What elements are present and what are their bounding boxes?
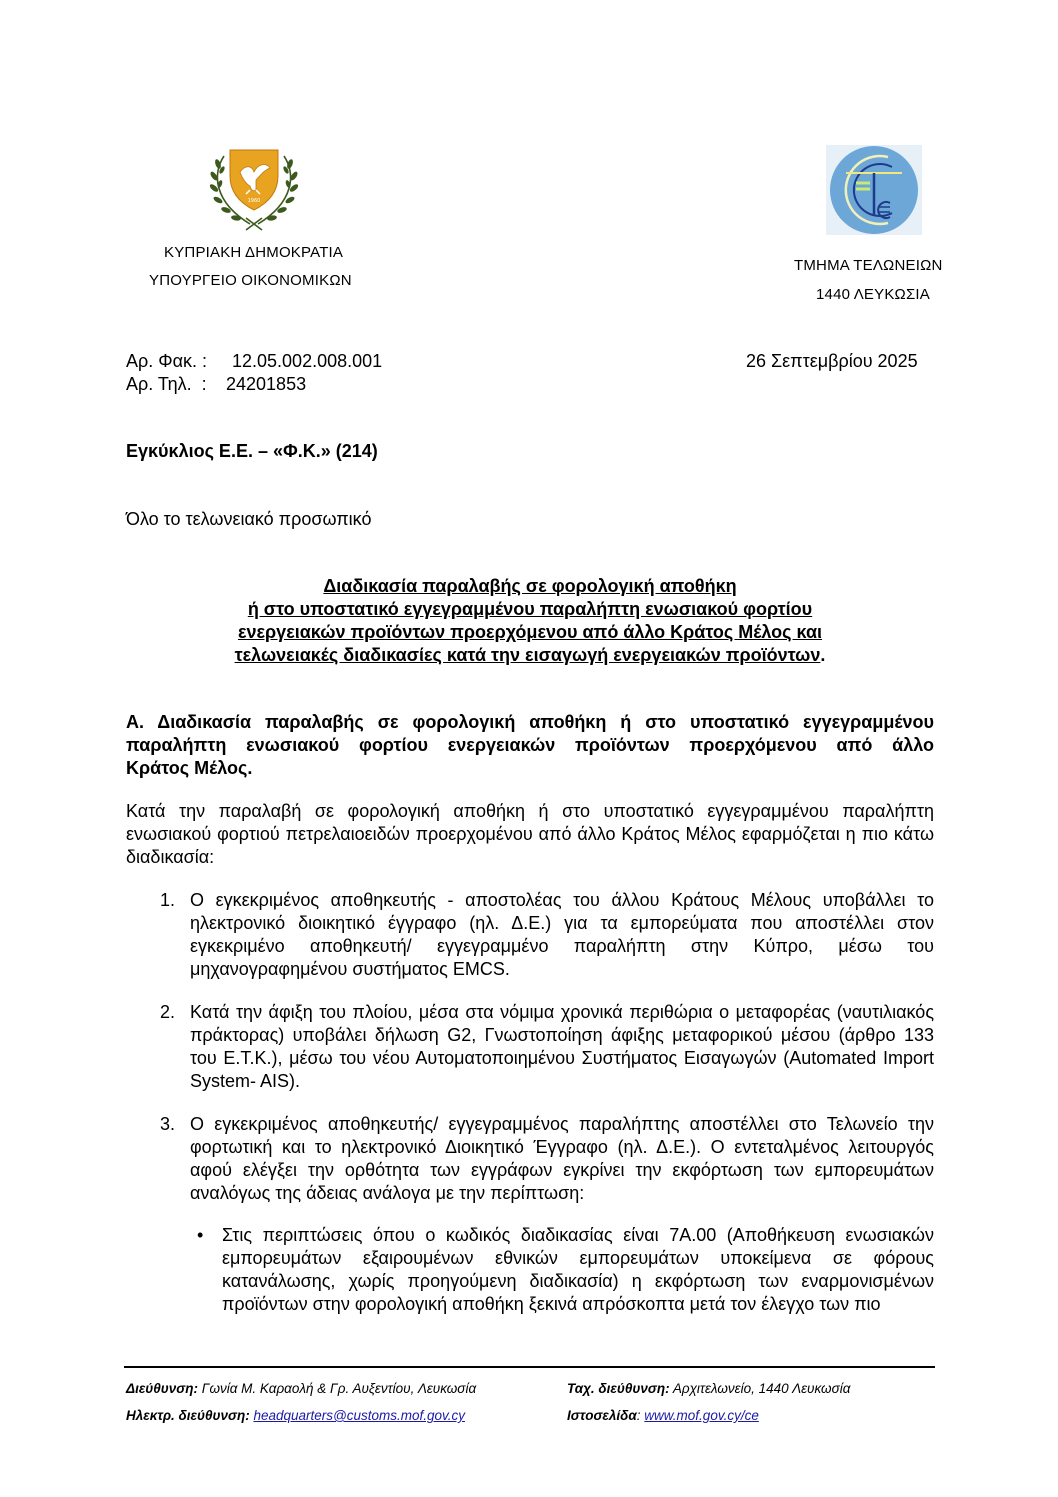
footer-email <box>126 1408 465 1423</box>
footer-email-link[interactable]: headquarters@customs.mof.gov.cy <box>253 1408 466 1423</box>
footer-email-label: Ηλεκτρ. διεύθυνση: <box>126 1408 250 1423</box>
department-name: ΤΜΗΜΑ ΤΕΛΩΝΕΙΩΝ <box>794 257 943 274</box>
recipient: Όλο το τελωνειακό προσωπικό <box>126 509 372 529</box>
footer-address-value: Γωνία Μ. Καραολή & Γρ. Αυξεντίου, Λευκωσία <box>201 1381 477 1396</box>
section-a-heading-line-3: Κράτος Μέλος. <box>126 758 253 778</box>
subject-title <box>126 575 934 667</box>
footer-website <box>567 1408 759 1423</box>
svg-text:1960: 1960 <box>247 198 261 204</box>
footer-postal-value: Αρχιτελωνείο, 1440 Λευκωσία <box>672 1381 851 1396</box>
footer-divider <box>124 1366 935 1368</box>
file-number-value: 12.05.002.008.001 <box>232 351 383 371</box>
subject-line-1: Διαδικασία παραλαβής σε φορολογική αποθήκη <box>323 576 737 596</box>
list-item-2-number: 2. <box>160 1002 176 1022</box>
bullet-text: Στις περιπτώσεις όπου ο κωδικός διαδικασίας είναι 7Α.00 (Αποθήκευση ενωσιακών εμπορευμάτων εξαιρουμένων εθνικών εμπορευμάτων υποκείμενα σε φόρους κατανάλωσης, χωρίς προηγούμενη διαδικασία) η εκφόρτωση των εναρμονισμένων προϊόντων στην φορολογική αποθήκη ξεκινά απρόσκοπτα μετά τον έλεγχο των πιο <box>222 1225 934 1314</box>
section-a-intro: Κατά την παραλαβή σε φορολογική αποθήκη ή στο υποστατικό εγγεγραμμένου παραλήπτη ενωσιακού φορτιού πετρελαιοειδών προερχομένου από άλλο Κράτος Μέλος εφαρμόζεται η πιο κάτω διαδικασία: <box>126 801 934 867</box>
bullet-marker: • <box>197 1225 204 1245</box>
footer-postal-label: Ταχ. διεύθυνση: <box>567 1381 670 1396</box>
section-a-heading-line-2: παραλήπτη ενωσιακού φορτίου ενεργειακών προϊόντων προερχόμενου από άλλο <box>126 735 934 755</box>
republic-name: ΚΥΠΡΙΑΚΗ ΔΗΜΟΚΡΑΤΙΑ <box>164 244 344 261</box>
circular-title: Εγκύκλιος Ε.Ε. – «Φ.Κ.» (214) <box>126 441 378 461</box>
footer-website-link[interactable]: www.mof.gov.cy/ce <box>644 1408 759 1423</box>
section-a-heading-line-1: Α. Διαδικασία παραλαβής σε φορολογική αποθήκη ή στο υποστατικό εγγεγραμμένου <box>126 712 934 732</box>
subject-line-4-end: . <box>820 645 826 665</box>
ministry-name: ΥΠΟΥΡΓΕΙΟ ΟΙΚΟΝΟΜΙΚΩΝ <box>149 272 352 289</box>
footer-website-colon: : <box>636 1408 641 1423</box>
cyprus-coat-of-arms-icon <box>206 146 302 232</box>
footer-address <box>126 1381 476 1396</box>
list-item-1-number: 1. <box>160 890 176 910</box>
list-item-3-number: 3. <box>160 1114 176 1134</box>
list-item-1-text: Ο εγκεκριμένος αποθηκευτής - αποστολέας του άλλου Κράτους Μέλους υποβάλλει το ηλεκτρονικό διοικητικό έγγραφο (ηλ. Δ.Ε.) για τα εμπορεύματα που αποστέλλει στον εγκεκριμένο αποθηκευτή/ εγγεγραμμένο παραλήπτη στην Κύπρο, μέσω του μηχανογραφημένου συστήματος EMCS. <box>190 890 934 979</box>
phone-number-label: Αρ. Τηλ. : <box>126 374 207 394</box>
department-city: 1440 ΛΕΥΚΩΣΙΑ <box>816 286 931 303</box>
footer-postal <box>567 1381 850 1396</box>
list-item-2-text: Κατά την άφιξη του πλοίου, μέσα στα νόμιμα χρονικά περιθώρια ο μεταφορέας (ναυτιλιακός πράκτορας) υποβάλει δήλωση G2, Γνωστοποίηση άφιξης μεταφορικού μέσου (άρθρο 133 του Ε.Τ.Κ.), μέσω του νέου Αυτοματοποιημένου Συστήματος Εισαγωγών (Automated Import System- AIS). <box>190 1002 934 1091</box>
subject-line-4: τελωνειακές διαδικασίες κατά την εισαγωγή ενεργειακών προϊόντων <box>234 645 821 665</box>
file-number-label: Αρ. Φακ. : <box>126 351 208 371</box>
list-item-3-text: Ο εγκεκριμένος αποθηκευτής/ εγγεγραμμένος παραλήπτης αποστέλλει στο Τελωνείο την φορτωτική και το ηλεκτρονικό Διοικητικό Έγγραφο (ηλ. Δ.Ε.). Ο εντεταλμένος λειτουργός αφού ελέγξει την ορθότητα των εγγράφων εγκρίνει την εκφόρτωση των εμπορευμάτων αναλόγως της άδειας ανάλογα με την περίπτωση: <box>190 1114 934 1203</box>
footer-address-label: Διεύθυνση: <box>126 1381 198 1396</box>
section-a-heading <box>126 711 934 780</box>
footer-website-label: Ιστοσελίδα <box>567 1408 637 1423</box>
customs-department-logo-icon <box>826 145 922 235</box>
subject-line-2: ή στο υποστατικό εγγεγραμμένου παραλήπτη ενωσιακού φορτίου <box>247 599 813 619</box>
phone-number-value: 24201853 <box>226 374 307 394</box>
document-date: 26 Σεπτεμβρίου 2025 <box>746 351 918 371</box>
subject-line-3: ενεργειακών προϊόντων προερχόμενου από άλλο Κράτος Μέλος και <box>237 622 823 642</box>
subject-line-4-wrap <box>126 644 934 667</box>
